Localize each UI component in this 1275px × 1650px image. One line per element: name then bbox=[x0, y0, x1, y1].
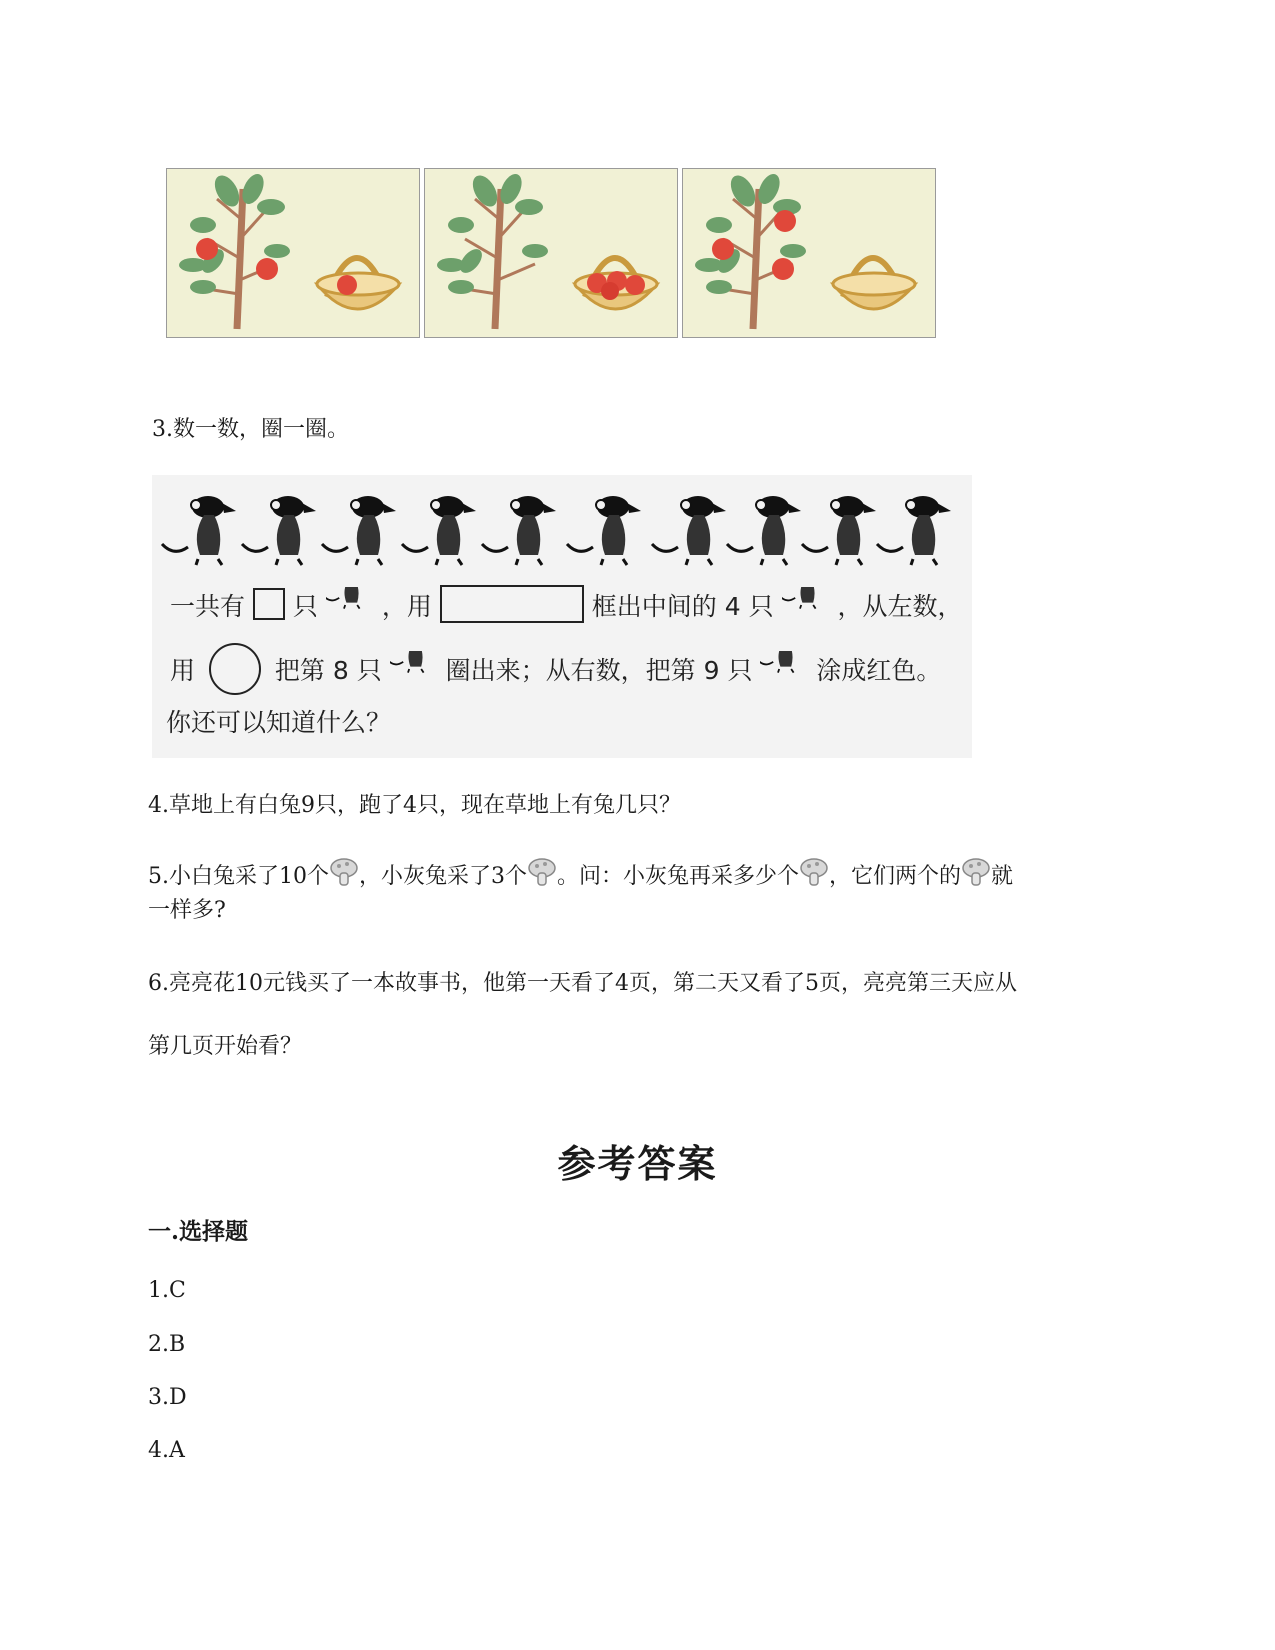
answer-item-3: 3.D bbox=[148, 1385, 187, 1410]
q3-line2-d: 涂成红色。 bbox=[816, 656, 942, 685]
circle-shape[interactable] bbox=[209, 643, 261, 695]
tree-icon bbox=[437, 171, 548, 329]
answer-title: 参考答案 bbox=[557, 1141, 718, 1186]
q5-part2: ，小灰兔采了3个 bbox=[359, 864, 527, 889]
tree-basket-scene-2 bbox=[425, 169, 679, 339]
mushroom-icon bbox=[961, 855, 991, 889]
q5-part3: 。问：小灰兔再采多少个 bbox=[557, 864, 800, 889]
mushroom-icon bbox=[527, 855, 557, 889]
answer-item-2: 2.B bbox=[148, 1332, 186, 1357]
tree-basket-scene-3 bbox=[683, 169, 937, 339]
frame-box[interactable] bbox=[440, 585, 584, 623]
section-heading-choice: 一.选择题 bbox=[148, 1218, 249, 1245]
mouse-icon bbox=[760, 651, 808, 687]
panel-tree-three-tomatoes-basket-empty bbox=[682, 168, 936, 338]
mouse-icon bbox=[390, 651, 438, 687]
q5-part1: 5.小白兔采了10个 bbox=[148, 864, 329, 889]
tree-panels bbox=[166, 168, 956, 338]
q3-line-3: 你还可以知道什么？ bbox=[166, 708, 392, 737]
tree-basket-scene-1 bbox=[167, 169, 421, 339]
q5-part6: 一样多? bbox=[148, 898, 226, 923]
q3-line1-d: 框出中间的 4 只 bbox=[591, 592, 774, 621]
q3-line1-e: ，从左数， bbox=[837, 592, 963, 621]
q5-part5: 就 bbox=[991, 864, 1014, 889]
q3-line-1 bbox=[170, 585, 963, 623]
basket-icon bbox=[575, 258, 657, 309]
answer-item-4: 4.A bbox=[148, 1438, 185, 1463]
answer-item-1: 1.C bbox=[148, 1278, 186, 1303]
mouse-counting-figure bbox=[152, 475, 972, 758]
question-4: 4.草地上有白兔9只，跑了4只，现在草地上有兔几只？ bbox=[148, 793, 681, 818]
basket-icon bbox=[317, 258, 399, 309]
question-5 bbox=[148, 855, 1128, 928]
q3-line-2 bbox=[170, 643, 941, 695]
panel-tree-no-tomatoes-basket-full bbox=[424, 168, 678, 338]
q3-line2-b: 把第 8 只 bbox=[274, 656, 382, 685]
mouse-row bbox=[152, 485, 972, 570]
count-answer-box[interactable] bbox=[253, 588, 285, 620]
q3-line2-a: 用 bbox=[170, 656, 196, 685]
tree-icon bbox=[695, 171, 806, 329]
question-3-title: 3.数一数，圈一圈。 bbox=[152, 417, 349, 442]
mushroom-icon bbox=[329, 855, 359, 889]
question-6-line-1: 6.亮亮花10元钱买了一本故事书，他第一天看了4页，第二天又看了5页，亮亮第三天应从 bbox=[148, 971, 1017, 996]
panel-tree-two-tomatoes-basket-one bbox=[166, 168, 420, 338]
q3-line1-b: 只 bbox=[292, 592, 318, 621]
q3-line1-c: ，用 bbox=[381, 592, 432, 621]
mouse-icon bbox=[782, 587, 830, 623]
question-6-line-2: 第几页开始看？ bbox=[148, 1034, 303, 1059]
q3-line2-c: 圈出来；从右数，把第 9 只 bbox=[445, 656, 753, 685]
mushroom-icon bbox=[799, 855, 829, 889]
q5-part4: ，它们两个的 bbox=[829, 864, 962, 889]
q3-line1-a: 一共有 bbox=[170, 592, 246, 621]
mouse-icon bbox=[326, 587, 374, 623]
tree-icon bbox=[179, 171, 290, 329]
basket-icon bbox=[833, 258, 915, 309]
